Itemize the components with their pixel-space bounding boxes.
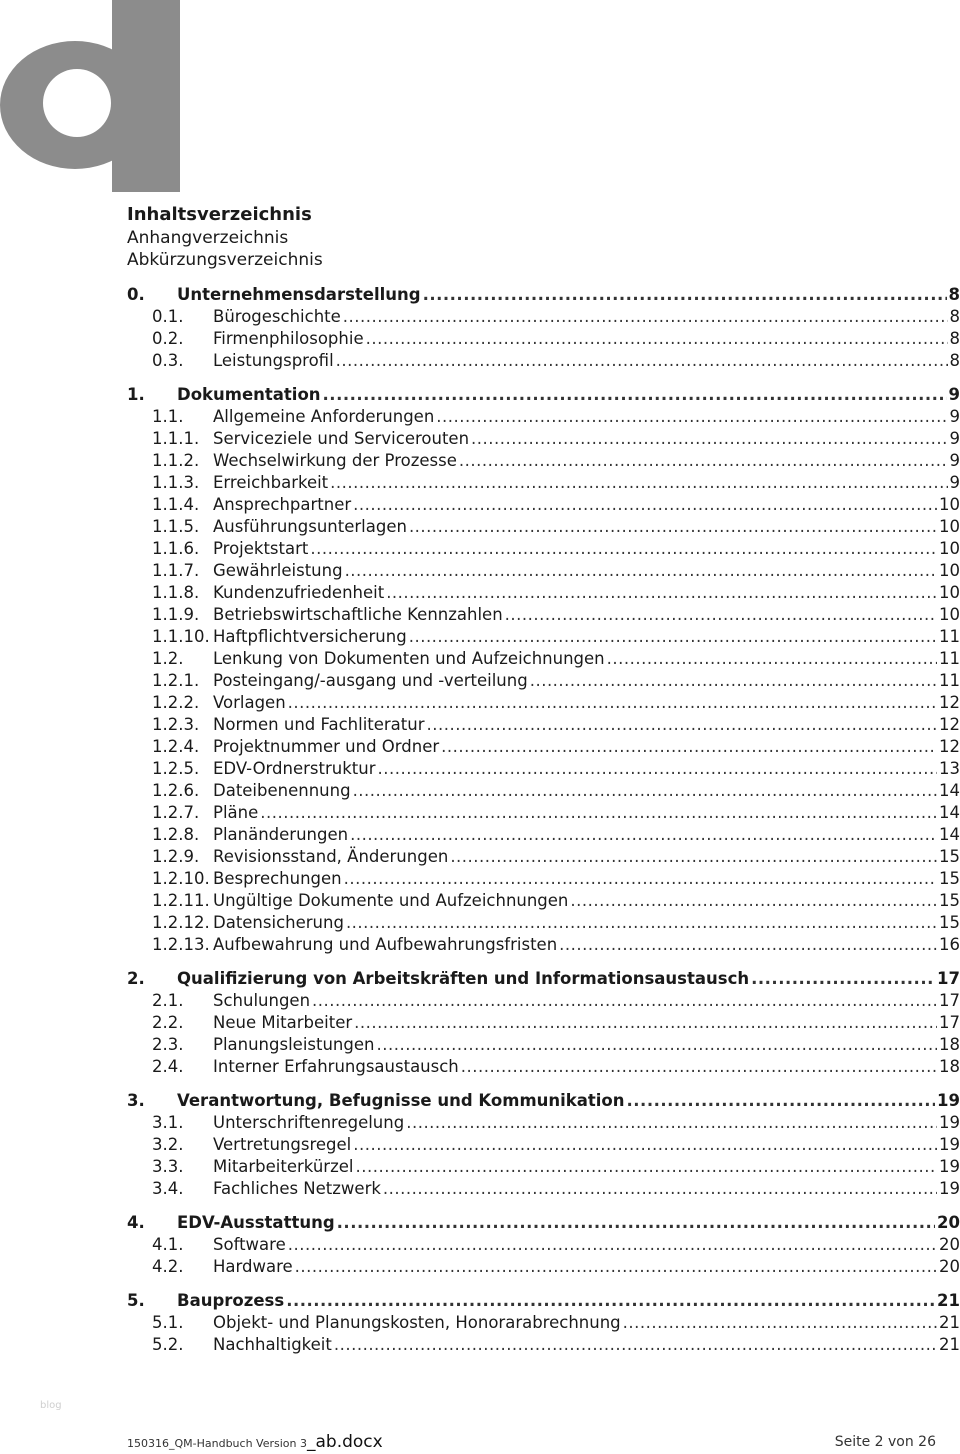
toc-entry-page: 17 bbox=[937, 969, 960, 988]
toc-entry-title: Erreichbarkeit bbox=[213, 473, 329, 492]
toc-section-entry[interactable] bbox=[127, 1056, 960, 1078]
toc-dot-leader bbox=[344, 868, 937, 890]
toc-section-entry[interactable] bbox=[127, 670, 960, 692]
toc-dot-leader bbox=[471, 428, 947, 450]
appendix-list-link[interactable]: Anhangverzeichnis bbox=[127, 228, 289, 248]
toc-entry-line bbox=[213, 538, 960, 560]
toc-entry-title: Ausführungsunterlagen bbox=[213, 517, 407, 536]
toc-entry-number: 1.2.13. bbox=[152, 935, 210, 954]
toc-section-entry[interactable] bbox=[127, 516, 960, 538]
toc-dot-leader bbox=[345, 560, 937, 582]
toc-entry-number: 0.2. bbox=[152, 329, 184, 348]
toc-entry-page: 14 bbox=[939, 803, 960, 822]
toc-entry-page: 21 bbox=[937, 1291, 960, 1310]
toc-entry-line bbox=[213, 1256, 960, 1278]
toc-entry-page: 12 bbox=[939, 737, 960, 756]
toc-entry-number: 1.1.2. bbox=[152, 451, 200, 470]
toc-entry-line bbox=[213, 714, 960, 736]
toc-entry-line bbox=[213, 1156, 960, 1178]
toc-entry-page: 20 bbox=[939, 1235, 960, 1254]
toc-entry-number: 1.2. bbox=[152, 649, 184, 668]
toc-entry-title: Normen und Fachliteratur bbox=[213, 715, 425, 734]
toc-section-entry[interactable] bbox=[127, 1112, 960, 1134]
toc-entry-title: Objekt- und Planungskosten, Honorarabrechnung bbox=[213, 1313, 621, 1332]
toc-chapter-entry[interactable] bbox=[127, 1212, 960, 1234]
toc-entry-page: 17 bbox=[939, 1013, 960, 1032]
toc-heading[interactable]: Inhaltsverzeichnis bbox=[127, 204, 312, 225]
toc-entry-title: Vorlagen bbox=[213, 693, 286, 712]
toc-section-entry[interactable] bbox=[127, 1034, 960, 1056]
toc-entry-title: Dateibenennung bbox=[213, 781, 351, 800]
toc-dot-leader bbox=[409, 516, 937, 538]
toc-entry-number: 3.1. bbox=[152, 1113, 184, 1132]
toc-entry-number: 2.2. bbox=[152, 1013, 184, 1032]
toc-entry-number: 3.3. bbox=[152, 1157, 184, 1176]
toc-entry-number: 3.4. bbox=[152, 1179, 184, 1198]
toc-entry-number: 1.1.5. bbox=[152, 517, 200, 536]
toc-entry-title: Neue Mitarbeiter bbox=[213, 1013, 353, 1032]
toc-dot-leader bbox=[353, 494, 937, 516]
toc-dot-leader bbox=[354, 1012, 937, 1034]
toc-entry-page: 10 bbox=[939, 605, 960, 624]
toc-chapter-entry[interactable] bbox=[127, 1090, 960, 1112]
toc-entry-page: 19 bbox=[937, 1091, 960, 1110]
toc-dot-leader bbox=[366, 328, 948, 350]
toc-entry-title: Planänderungen bbox=[213, 825, 349, 844]
toc-entry-line bbox=[213, 494, 960, 516]
toc-entry-title: Verantwortung, Befugnisse und Kommunikation bbox=[177, 1091, 625, 1110]
toc-entry-line bbox=[213, 328, 960, 350]
toc-entry-title: Leistungsprofil bbox=[213, 351, 334, 370]
toc-entry-title: Haftpflichtversicherung bbox=[213, 627, 407, 646]
toc-dot-leader bbox=[386, 582, 937, 604]
watermark: blog bbox=[40, 1400, 62, 1411]
toc-entry-page: 8 bbox=[948, 285, 960, 304]
toc-dot-leader bbox=[607, 648, 937, 670]
toc-entry-title: Ungültige Dokumente und Aufzeichnungen bbox=[213, 891, 569, 910]
toc-entry-line bbox=[213, 1134, 960, 1156]
toc-entry-title: Qualifizierung von Arbeitskräften und Informationsaustausch bbox=[177, 969, 750, 988]
toc-entry-page: 19 bbox=[939, 1179, 960, 1198]
toc-entry-line bbox=[177, 1212, 960, 1234]
toc-section-entry[interactable] bbox=[127, 780, 960, 802]
toc-entry-line bbox=[213, 758, 960, 780]
abbreviation-list-link[interactable]: Abkürzungsverzeichnis bbox=[127, 250, 323, 270]
toc-entry-page: 8 bbox=[949, 307, 960, 326]
toc-entry-title: Besprechungen bbox=[213, 869, 342, 888]
toc-entry-line bbox=[213, 868, 960, 890]
toc-dot-leader bbox=[383, 1178, 937, 1200]
toc-section-entry[interactable] bbox=[127, 306, 960, 328]
toc-entry-number: 1.2.4. bbox=[152, 737, 200, 756]
toc-entry-title: Gewährleistung bbox=[213, 561, 343, 580]
toc-entry-number: 1.1.9. bbox=[152, 605, 200, 624]
toc-section-entry[interactable] bbox=[127, 1178, 960, 1200]
footer-filename bbox=[127, 1432, 383, 1452]
toc-dot-leader bbox=[353, 1134, 937, 1156]
toc-dot-leader bbox=[337, 1212, 935, 1234]
toc-entry-line bbox=[213, 934, 960, 956]
toc-entry-title: Wechselwirkung der Prozesse bbox=[213, 451, 457, 470]
toc-section-entry[interactable] bbox=[127, 494, 960, 516]
toc-section-entry[interactable] bbox=[127, 406, 960, 428]
toc-section-entry[interactable] bbox=[127, 802, 960, 824]
toc-entry-page: 10 bbox=[939, 539, 960, 558]
toc-chapter-entry[interactable] bbox=[127, 968, 960, 990]
toc-entry-title: Firmenphilosophie bbox=[213, 329, 364, 348]
toc-entry-number: 0.3. bbox=[152, 351, 184, 370]
toc-section-entry[interactable] bbox=[127, 560, 960, 582]
toc-entry-number: 2.3. bbox=[152, 1035, 184, 1054]
toc-section-entry[interactable] bbox=[127, 736, 960, 758]
toc-entry-number: 5.1. bbox=[152, 1313, 184, 1332]
toc-entry-page: 10 bbox=[939, 495, 960, 514]
toc-entry-title: Posteingang/-ausgang und -verteilung bbox=[213, 671, 528, 690]
toc-entry-line bbox=[213, 736, 960, 758]
toc-entry-title: Nachhaltigkeit bbox=[213, 1335, 332, 1354]
toc-section-entry[interactable] bbox=[127, 328, 960, 350]
toc-entry-number: 1.1.7. bbox=[152, 561, 200, 580]
toc-section-entry[interactable] bbox=[127, 450, 960, 472]
toc-entry-title: Unterschriftenregelung bbox=[213, 1113, 405, 1132]
toc-section-entry[interactable] bbox=[127, 350, 960, 372]
toc-entry-page: 14 bbox=[939, 825, 960, 844]
toc-entry-title: Allgemeine Anforderungen bbox=[213, 407, 435, 426]
toc-section-entry[interactable] bbox=[127, 824, 960, 846]
toc-dot-leader bbox=[505, 604, 937, 626]
toc-section-entry[interactable] bbox=[127, 912, 960, 934]
toc-entry-page: 20 bbox=[937, 1213, 960, 1232]
toc-entry-line bbox=[213, 648, 960, 670]
toc-dot-leader bbox=[376, 1034, 937, 1056]
toc-entry-line bbox=[213, 1334, 960, 1356]
toc-section-entry[interactable] bbox=[127, 1234, 960, 1256]
toc-dot-leader bbox=[559, 934, 937, 956]
toc-section-entry[interactable] bbox=[127, 1156, 960, 1178]
logo-letter-gap bbox=[0, 0, 112, 41]
toc-entry-line bbox=[177, 284, 960, 306]
toc-entry-line bbox=[213, 670, 960, 692]
toc-entry-title: Dokumentation bbox=[177, 385, 321, 404]
toc-dot-leader bbox=[570, 890, 937, 912]
toc-section-entry[interactable] bbox=[127, 1312, 960, 1334]
toc-entry-title: Serviceziele und Servicerouten bbox=[213, 429, 470, 448]
toc-dot-leader bbox=[423, 284, 947, 306]
toc-entry-page: 20 bbox=[939, 1257, 960, 1276]
toc-section-entry[interactable] bbox=[127, 890, 960, 912]
toc-entry-number: 1.2.7. bbox=[152, 803, 200, 822]
toc-entry-number: 1.2.1. bbox=[152, 671, 200, 690]
table-of-contents bbox=[127, 284, 960, 1356]
toc-section-entry[interactable] bbox=[127, 604, 960, 626]
toc-entry-number: 4.1. bbox=[152, 1235, 184, 1254]
toc-dot-leader bbox=[461, 1056, 937, 1078]
toc-entry-title: EDV-Ordnerstruktur bbox=[213, 759, 376, 778]
toc-dot-leader bbox=[260, 802, 937, 824]
toc-entry-title: Hardware bbox=[213, 1257, 293, 1276]
toc-entry-number: 4. bbox=[127, 1213, 145, 1232]
toc-entry-page: 15 bbox=[939, 869, 960, 888]
toc-entry-line bbox=[213, 1312, 960, 1334]
toc-section-entry[interactable] bbox=[127, 1334, 960, 1356]
toc-entry-page: 10 bbox=[939, 583, 960, 602]
toc-entry-number: 3.2. bbox=[152, 1135, 184, 1154]
toc-entry-page: 14 bbox=[939, 781, 960, 800]
toc-entry-line bbox=[213, 626, 960, 648]
toc-dot-leader bbox=[353, 780, 937, 802]
toc-entry-page: 21 bbox=[939, 1313, 960, 1332]
toc-section-entry[interactable] bbox=[127, 1256, 960, 1278]
toc-entry-number: 1.2.5. bbox=[152, 759, 200, 778]
toc-entry-line bbox=[213, 1178, 960, 1200]
toc-entry-line bbox=[213, 824, 960, 846]
toc-entry-number: 1.2.8. bbox=[152, 825, 200, 844]
toc-entry-number: 1.1.3. bbox=[152, 473, 200, 492]
toc-entry-title: Schulungen bbox=[213, 991, 311, 1010]
toc-entry-page: 15 bbox=[939, 891, 960, 910]
toc-chapter-entry[interactable] bbox=[127, 284, 960, 306]
toc-entry-line bbox=[213, 1034, 960, 1056]
company-logo bbox=[0, 0, 180, 192]
toc-entry-page: 11 bbox=[939, 671, 960, 690]
toc-section-entry[interactable] bbox=[127, 626, 960, 648]
toc-entry-number: 2. bbox=[127, 969, 145, 988]
toc-entry-page: 8 bbox=[949, 351, 960, 370]
toc-entry-line bbox=[177, 1090, 960, 1112]
toc-entry-number: 4.2. bbox=[152, 1257, 184, 1276]
toc-dot-leader bbox=[288, 692, 937, 714]
toc-dot-leader bbox=[343, 306, 948, 328]
toc-dot-leader bbox=[627, 1090, 936, 1112]
toc-entry-number: 1.2.10. bbox=[152, 869, 210, 888]
toc-dot-leader bbox=[288, 1234, 937, 1256]
toc-dot-leader bbox=[623, 1312, 937, 1334]
toc-entry-line bbox=[213, 582, 960, 604]
toc-entry-title: Revisionsstand, Änderungen bbox=[213, 847, 449, 866]
toc-entry-number: 1.1.8. bbox=[152, 583, 200, 602]
toc-section-entry[interactable] bbox=[127, 846, 960, 868]
toc-entry-title: Planungsleistungen bbox=[213, 1035, 375, 1054]
footer-filename-suffix: _ab.docx bbox=[307, 1432, 383, 1452]
toc-entry-line bbox=[213, 516, 960, 538]
toc-entry-page: 19 bbox=[939, 1113, 960, 1132]
toc-entry-number: 1.2.11. bbox=[152, 891, 210, 910]
toc-entry-line bbox=[213, 306, 960, 328]
toc-entry-number: 3. bbox=[127, 1091, 145, 1110]
toc-section-entry[interactable] bbox=[127, 582, 960, 604]
toc-entry-title: Betriebswirtschaftliche Kennzahlen bbox=[213, 605, 503, 624]
toc-entry-line bbox=[213, 560, 960, 582]
toc-section-entry[interactable] bbox=[127, 648, 960, 670]
toc-dot-leader bbox=[295, 1256, 937, 1278]
toc-entry-number: 1.2.12. bbox=[152, 913, 210, 932]
footer-page-number: Seite 2 von 26 bbox=[834, 1434, 936, 1450]
toc-entry-number: 1.1.4. bbox=[152, 495, 200, 514]
toc-section-entry[interactable] bbox=[127, 428, 960, 450]
toc-entry-page: 11 bbox=[939, 627, 960, 646]
toc-entry-title: Aufbewahrung und Aufbewahrungsfristen bbox=[213, 935, 558, 954]
toc-entry-number: 5. bbox=[127, 1291, 145, 1310]
toc-entry-title: EDV-Ausstattung bbox=[177, 1213, 335, 1232]
toc-entry-page: 9 bbox=[948, 385, 960, 404]
toc-section-entry[interactable] bbox=[127, 934, 960, 956]
toc-entry-page: 18 bbox=[939, 1035, 960, 1054]
toc-entry-page: 10 bbox=[939, 517, 960, 536]
toc-dot-leader bbox=[459, 450, 948, 472]
toc-entry-title: Ansprechpartner bbox=[213, 495, 352, 514]
toc-entry-number: 5.2. bbox=[152, 1335, 184, 1354]
toc-dot-leader bbox=[346, 912, 937, 934]
toc-entry-title: Bürogeschichte bbox=[213, 307, 341, 326]
toc-section-entry[interactable] bbox=[127, 538, 960, 560]
toc-entry-line bbox=[213, 472, 960, 494]
toc-entry-title: Vertretungsregel bbox=[213, 1135, 352, 1154]
toc-entry-title: Bauprozess bbox=[177, 1291, 285, 1310]
toc-dot-leader bbox=[436, 406, 947, 428]
toc-entry-title: Projektstart bbox=[213, 539, 309, 558]
toc-entry-number: 1.1.6. bbox=[152, 539, 200, 558]
toc-entry-line bbox=[213, 450, 960, 472]
toc-entry-page: 15 bbox=[939, 913, 960, 932]
toc-entry-page: 16 bbox=[939, 935, 960, 954]
toc-entry-line bbox=[213, 780, 960, 802]
logo-letter-stem bbox=[112, 0, 180, 192]
toc-entry-number: 0. bbox=[127, 285, 145, 304]
toc-dot-leader bbox=[355, 1156, 937, 1178]
toc-dot-leader bbox=[323, 384, 947, 406]
toc-entry-page: 9 bbox=[949, 473, 960, 492]
toc-entry-number: 1.1.10. bbox=[152, 627, 210, 646]
toc-entry-line bbox=[213, 350, 960, 372]
toc-dot-leader bbox=[334, 1334, 937, 1356]
toc-entry-line bbox=[213, 890, 960, 912]
toc-section-entry[interactable] bbox=[127, 692, 960, 714]
toc-entry-number: 1.2.2. bbox=[152, 693, 200, 712]
toc-entry-page: 8 bbox=[949, 329, 960, 348]
toc-entry-title: Fachliches Netzwerk bbox=[213, 1179, 381, 1198]
toc-section-entry[interactable] bbox=[127, 990, 960, 1012]
toc-entry-number: 1.2.3. bbox=[152, 715, 200, 734]
toc-entry-line bbox=[177, 384, 960, 406]
toc-dot-leader bbox=[312, 990, 937, 1012]
toc-entry-line bbox=[213, 692, 960, 714]
toc-section-entry[interactable] bbox=[127, 1012, 960, 1034]
toc-entry-number: 1. bbox=[127, 385, 145, 404]
toc-dot-leader bbox=[330, 472, 947, 494]
toc-dot-leader bbox=[350, 824, 937, 846]
toc-entry-line bbox=[213, 1012, 960, 1034]
toc-entry-page: 9 bbox=[949, 451, 960, 470]
toc-dot-leader bbox=[336, 350, 948, 372]
toc-section-entry[interactable] bbox=[127, 758, 960, 780]
toc-entry-page: 13 bbox=[939, 759, 960, 778]
toc-dot-leader bbox=[310, 538, 937, 560]
toc-dot-leader bbox=[406, 1112, 937, 1134]
toc-entry-title: Datensicherung bbox=[213, 913, 344, 932]
toc-entry-number: 0.1. bbox=[152, 307, 184, 326]
toc-entry-page: 18 bbox=[939, 1057, 960, 1076]
toc-entry-line bbox=[213, 912, 960, 934]
toc-dot-leader bbox=[530, 670, 937, 692]
toc-entry-number: 2.4. bbox=[152, 1057, 184, 1076]
toc-entry-page: 9 bbox=[949, 429, 960, 448]
toc-entry-title: Lenkung von Dokumenten und Aufzeichnungen bbox=[213, 649, 605, 668]
toc-chapter-entry[interactable] bbox=[127, 384, 960, 406]
toc-entry-number: 1.1.1. bbox=[152, 429, 200, 448]
toc-entry-page: 17 bbox=[939, 991, 960, 1010]
toc-entry-page: 19 bbox=[939, 1135, 960, 1154]
toc-entry-number: 1.2.9. bbox=[152, 847, 200, 866]
toc-entry-page: 21 bbox=[939, 1335, 960, 1354]
toc-section-entry[interactable] bbox=[127, 1134, 960, 1156]
toc-section-entry[interactable] bbox=[127, 472, 960, 494]
toc-entry-line bbox=[213, 846, 960, 868]
toc-entry-title: Mitarbeiterkürzel bbox=[213, 1157, 354, 1176]
toc-entry-number: 2.1. bbox=[152, 991, 184, 1010]
toc-dot-leader bbox=[441, 736, 937, 758]
toc-chapter-entry[interactable] bbox=[127, 1290, 960, 1312]
toc-entry-page: 9 bbox=[949, 407, 960, 426]
toc-section-entry[interactable] bbox=[127, 714, 960, 736]
toc-entry-line bbox=[177, 1290, 960, 1312]
toc-entry-line bbox=[213, 604, 960, 626]
toc-dot-leader bbox=[409, 626, 937, 648]
toc-dot-leader bbox=[286, 1290, 935, 1312]
toc-entry-line bbox=[213, 1112, 960, 1134]
toc-dot-leader bbox=[378, 758, 938, 780]
toc-dot-leader bbox=[751, 968, 935, 990]
toc-entry-page: 12 bbox=[939, 693, 960, 712]
toc-entry-page: 19 bbox=[939, 1157, 960, 1176]
toc-entry-line bbox=[213, 428, 960, 450]
toc-entry-title: Kundenzufriedenheit bbox=[213, 583, 385, 602]
toc-entry-line bbox=[213, 802, 960, 824]
toc-entry-page: 12 bbox=[939, 715, 960, 734]
toc-entry-line bbox=[213, 1234, 960, 1256]
toc-entry-title: Unternehmensdarstellung bbox=[177, 285, 421, 304]
toc-section-entry[interactable] bbox=[127, 868, 960, 890]
toc-entry-title: Projektnummer und Ordner bbox=[213, 737, 440, 756]
toc-entry-title: Interner Erfahrungsaustausch bbox=[213, 1057, 459, 1076]
toc-entry-line bbox=[213, 406, 960, 428]
toc-entry-line bbox=[213, 990, 960, 1012]
toc-entry-title: Pläne bbox=[213, 803, 259, 822]
toc-entry-page: 15 bbox=[939, 847, 960, 866]
toc-entry-page: 10 bbox=[939, 561, 960, 580]
toc-dot-leader bbox=[450, 846, 937, 868]
toc-entry-number: 1.1. bbox=[152, 407, 184, 426]
toc-entry-number: 1.2.6. bbox=[152, 781, 200, 800]
toc-entry-line bbox=[177, 968, 960, 990]
toc-dot-leader bbox=[427, 714, 937, 736]
toc-entry-line bbox=[213, 1056, 960, 1078]
footer-filename-prefix: 150316_QM-Handbuch Version 3 bbox=[127, 1437, 307, 1450]
toc-entry-title: Software bbox=[213, 1235, 286, 1254]
toc-entry-page: 11 bbox=[939, 649, 960, 668]
